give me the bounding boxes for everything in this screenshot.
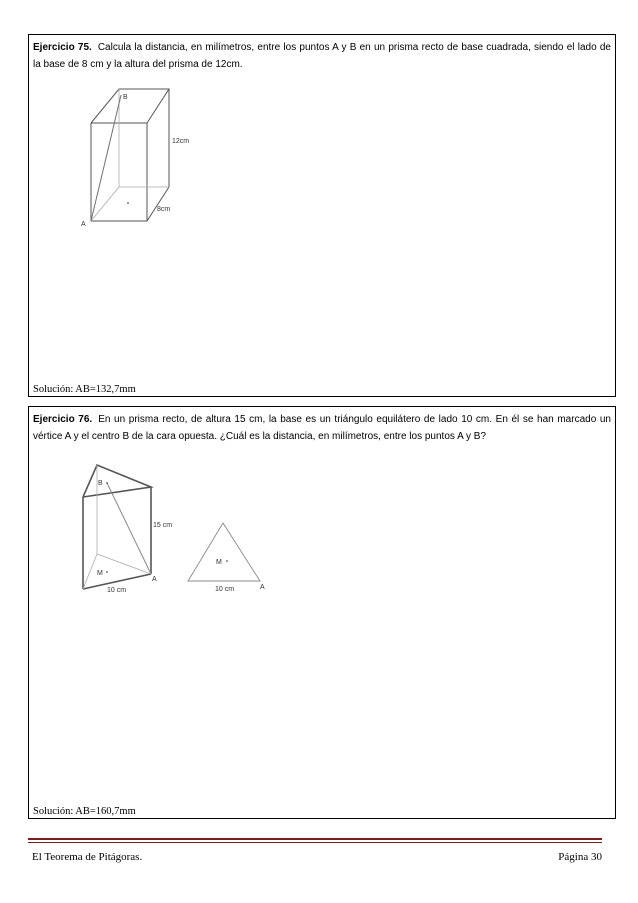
exercise-76-solution: Solución: AB=160,7mm — [33, 806, 136, 817]
page-number: Página 30 — [558, 851, 602, 863]
square-prism-figure — [77, 83, 217, 228]
label-b: B — [123, 94, 128, 101]
exercise-76-box — [28, 406, 616, 819]
exercise-75-statement — [33, 39, 611, 73]
label-a: A — [81, 221, 86, 228]
triangular-prism-figure — [75, 457, 185, 597]
exercise-75-box — [28, 34, 616, 397]
label-side: 8cm — [157, 206, 171, 213]
exercise-76-title: Ejercicio 76. — [33, 414, 93, 425]
label-tri-m: M — [216, 559, 222, 566]
label-tri-side: 10 cm — [215, 586, 235, 593]
label-b: B — [98, 480, 103, 487]
label-height: 15 cm — [153, 522, 173, 529]
exercise-75-title: Ejercicio 75. — [33, 42, 92, 53]
footer-rule — [28, 838, 602, 844]
exercise-76-text: En un prisma recto, de altura 15 cm, la base es un triángulo equilátero de lado 10 cm. En él se han marcado un vértice A y el centro B de la cara opuesta. ¿Cuál es la distancia, en milímetros, entre los puntos A y B? — [33, 414, 611, 442]
exercise-76-statement — [33, 411, 611, 445]
exercise-75-text: Calcula la distancia, en milímetros, entre los puntos A y B en un prisma recto de base cuadrada, siendo el lado de la base de 8 cm y la altura del prisma de 12cm. — [33, 42, 611, 70]
label-height: 12cm — [172, 138, 190, 145]
label-m: M — [97, 570, 103, 577]
label-tri-a: A — [260, 584, 265, 591]
triangle-base-figure — [179, 519, 269, 595]
label-a: A — [152, 576, 157, 583]
label-side: 10 cm — [107, 587, 127, 594]
exercise-75-solution: Solución: AB=132,7mm — [33, 384, 136, 395]
footer-title: El Teorema de Pitágoras. — [32, 851, 143, 863]
